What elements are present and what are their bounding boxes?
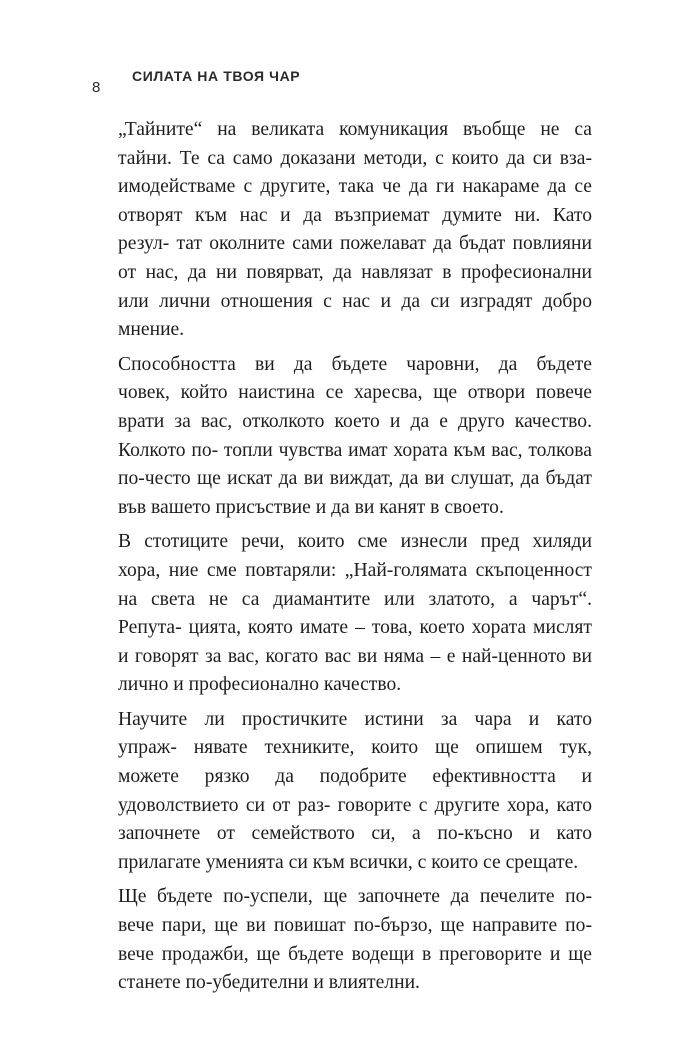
text-line: можете рязко да подобрите ефективността и (118, 766, 592, 788)
text-line: „Тайните“ на великата комуникация въобще не са (118, 119, 592, 140)
text-line: станете по-убедителни и влиятелни. (118, 972, 420, 994)
text-line: на света не са диамантите или златото, а чарът“. (118, 588, 592, 610)
text-line: Репута- цията, която имате – това, което хората мислят (118, 617, 592, 639)
text-line: хора, ние сме повтаряли: „Най-голямата скъпоценност (118, 559, 592, 581)
paragraph-2 (118, 351, 592, 523)
text-line: започнете от семейството си, а по-късно и като (118, 823, 592, 845)
running-head (92, 64, 612, 104)
body-text (118, 116, 592, 1004)
text-line: имодействаме с другите, така че да ги накараме да се (118, 176, 592, 198)
text-line: Колкото по- топли чувства имат хората към вас, толкова (118, 439, 592, 461)
text-line: прилагате уменията си към всички, с които се срещате. (118, 851, 579, 873)
running-title: СИЛАТА НА ТВОЯ ЧАР (132, 68, 301, 84)
text-line: упраж- нявате техниките, които ще опишем тук, (118, 737, 592, 759)
text-line: вече пари, ще ви повишат по-бързо, ще направите по- (118, 915, 592, 937)
text-line: тайни. Те са само доказани методи, с които да си вза- (118, 147, 592, 169)
paragraph-5 (118, 883, 592, 997)
paragraph-4 (118, 706, 592, 878)
text-line: врати за вас, отколкото което и да е друго качество. (118, 410, 592, 432)
text-line: лично и професионално качество. (118, 674, 402, 696)
text-line: вече продажби, ще бъдете водещи в преговорите и ще (118, 943, 592, 965)
page-number: 8 (92, 79, 101, 96)
text-line: от нас, да ни повярват, да навлязат в професионални (118, 261, 592, 283)
text-line: Научите ли простичките истини за чара и като (118, 708, 592, 730)
text-line: резул- тат околните сами пожелават да бъдат повлияни (118, 233, 592, 255)
text-line: мнение. (118, 319, 185, 341)
text-line: Способността ви да бъдете чаровни, да бъдете (118, 353, 592, 375)
text-line: В стотиците речи, които сме изнесли пред хиляди (118, 531, 592, 553)
text-line: отворят към нас и да възприемат думите ни. Като (118, 204, 592, 226)
text-line: и говорят за вас, когато вас ви няма – е най-ценното ви (118, 645, 592, 667)
paragraph-3 (118, 528, 592, 700)
text-line: човек, който наистина се харесва, ще отвори повече (118, 382, 592, 404)
text-line: по-често ще искат да ви виждат, да ви слушат, да бъдат (118, 468, 592, 490)
text-line: или лични отношения с нас и да си изградят добро (118, 290, 592, 312)
text-line: удоволствието си от раз- говорите с другите хора, като (118, 794, 592, 816)
paragraph-1 (118, 116, 592, 345)
text-line: Ще бъдете по-успели, ще започнете да печелите по- (118, 886, 592, 908)
text-line: във вашето присъствие и да ви канят в своето. (118, 496, 504, 518)
